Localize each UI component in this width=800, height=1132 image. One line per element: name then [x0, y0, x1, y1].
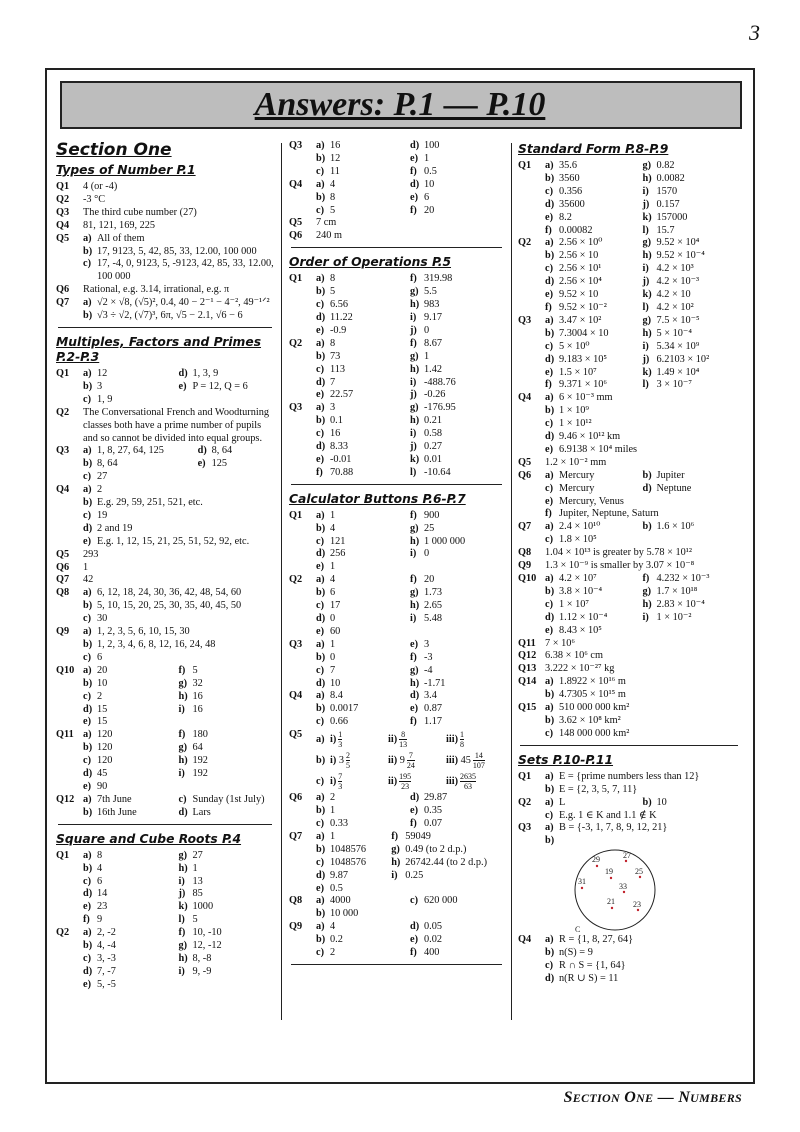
answer-q2: Q2 a) 4 f) 20 b) 6 g) 1.73 c) 17 h) 2.65 d) 0 i) 5.48 e) 60 — [289, 574, 443, 637]
answer-q6: Q6 Rational, e.g. 3.14, irrational, e.g. π — [56, 284, 230, 296]
venn-number: 19 — [605, 867, 613, 877]
answer-q12: Q12 a) 7th June c) Sunday (1st July) b) 16th June d) Lars — [56, 793, 265, 818]
answer-q5: Q5 a) i) $\frac{1}{3}$ ii) $\frac{8}{13}$ iii) $\frac{1}{8}$ b) i) 3 $\frac{2}{5}$ ii) 9 $\frac{7}{24}$ iii) 45 $\frac{14}{107}$ c) i) $\frac{7}{3}$ ii) $\frac{195}{23}$ iii) $\frac{2635}{63}$ — [289, 729, 485, 792]
venn-number: 31 — [578, 877, 586, 887]
set-c-circle — [575, 850, 655, 930]
answer-q2: Q2 The Conversational French and Woodturning classes both have a prime number of pupils and so cannot be divided into equal groups. — [56, 406, 270, 444]
answer-q9: Q9 a) 4 d) 0.05 b) 0.2 e) 0.02 c) 2 f) 400 — [289, 921, 443, 959]
section-divider — [58, 327, 272, 328]
answer-q2: Q2 a) 2, -2 f) 10, -10 b) 4, -4 g) 12, -12 c) 3, -3 h) 8, -8 d) 7, -7 i) 9, -9 e) 5, -5 — [56, 927, 222, 990]
venn-number: 27 — [623, 851, 631, 861]
answer-q15: Q15 a) 510 000 000 km² b) 3.62 × 10⁸ km² c) 148 000 000 km² — [518, 702, 630, 739]
answer-q3: Q3 a) 1 e) 3 b) 0 f) -3 c) 7 g) -4 d) 10 h) -1.71 — [289, 638, 446, 689]
answer-q1: Q1 a) 35.6 g) 0.82 b) 3560 h) 0.0082 c) 0.356 i) 1570 d) 35600 j) 0.157 e) 8.2 k) 157000 f) 0.00082 l) 15.7 — [518, 160, 688, 236]
answer-q3: Q3 The third cube number (27) — [56, 206, 197, 218]
answer-q6: Q6 240 m — [289, 230, 343, 242]
answer-q10: Q10 a) 20 f) 5 b) 10 g) 32 c) 2 h) 16 d) 15 i) 16 e) 15 — [56, 664, 203, 728]
venn-number: 23 — [633, 900, 641, 910]
venn-dot — [610, 877, 612, 879]
answer-q3: Q3 a) 1, 8, 27, 64, 125 d) 8, 64 b) 8, 64 e) 125 c) 27 — [56, 445, 233, 483]
venn-diagram — [553, 848, 673, 934]
answer-q4: Q4 a) R = {1, 8, 27, 64} b) n(S) = 9 c) R ∩ S = {1, 64} d) n(R ∪ S) = 11 — [518, 934, 634, 984]
heading-sets: Sets P.10-P.11 — [518, 752, 614, 767]
venn-number: 25 — [635, 867, 643, 877]
answer-q6: Q6 a) 2 d) 29.87 b) 1 e) 0.35 c) 0.33 f) 0.07 — [289, 792, 448, 829]
venn-dot — [639, 876, 641, 878]
answer-q8: Q8 a) 4000 c) 620 000 b) 10 000 — [289, 895, 458, 920]
venn-number: 29 — [592, 855, 600, 865]
answer-q9: Q9 a) 1, 2, 3, 5, 6, 10, 15, 30 b) 1, 2, 3, 4, 6, 8, 12, 16, 24, 48 c) 6 — [56, 626, 216, 663]
heading-calculator-buttons: Calculator Buttons P.6-P.7 — [289, 491, 466, 506]
venn-dot — [581, 887, 583, 889]
heading-standard-form: Standard Form P.8-P.9 — [518, 142, 669, 156]
answer-q5: Q5 7 cm — [289, 217, 337, 229]
answer-q3: Q3 a) B = {-3, 1, 7, 8, 9, 12, 21} b) 29 27 19 25 31 33 21 23 C — [518, 822, 740, 934]
answer-q1: Q1 a) 8 g) 27 b) 4 h) 1 c) 6 i) 13 d) 14 j) 85 e) 23 k) 1000 f) 9 l) 5 — [56, 849, 214, 926]
answer-q4: Q4 a) 6 × 10⁻³ mm b) 1 × 10⁹ c) 1 × 10¹² d) 9.46 × 10¹² km e) 6.9138 × 10⁴ miles — [518, 392, 638, 455]
page-number: 3 — [749, 20, 760, 45]
column-middle — [289, 140, 504, 1010]
section-divider — [58, 824, 272, 825]
venn-number: 33 — [619, 882, 627, 892]
footer-section-label: SECTION ONE — NUMBERS — [563, 1089, 742, 1106]
answer-q10: Q10 a) 4.2 × 10⁷ f) 4.232 × 10⁻³ b) 3.8 × 10⁻⁴ g) 1.7 × 10¹⁸ c) 1 × 10⁷ h) 2.83 × 10⁻⁴ d) 1.12 × 10⁻⁴ i) 1 × 10⁻² e) 8.43 × 10⁵ — [518, 573, 710, 636]
answer-q7: Q7 a) 2.4 × 10¹⁰ b) 1.6 × 10⁶ c) 1.8 × 10⁵ — [518, 521, 695, 546]
page-title: Answers: P.1 — P.10 — [254, 86, 546, 123]
answer-q2: Q2 a) L b) 10 c) E.g. 1 ∈ K and 1.1 ∉ K — [518, 796, 667, 821]
heading-multiples-factors-primes: Multiples, Factors and Primes P.2-P.3 — [56, 334, 262, 364]
column-left — [56, 140, 274, 1076]
section-divider — [291, 484, 502, 485]
answer-q1: Q1 a) 1 f) 900 b) 4 g) 25 c) 121 h) 1 000 000 d) 256 i) 0 e) 1 — [289, 509, 466, 573]
answer-q5: Q5 1.2 × 10⁻² mm — [518, 456, 607, 468]
heading-types-of-number: Types of Number P.1 — [56, 163, 196, 177]
venn-dot — [596, 865, 598, 867]
venn-dot — [623, 891, 625, 893]
answer-q3: Q3 a) 3.47 × 10² g) 7.5 × 10⁻⁵ b) 7.3004 × 10 h) 5 × 10⁻⁴ c) 5 × 10⁰ i) 5.34 × 10⁹ d) 9.183 × 10⁵ j) 6.2103 × 10² e) 1.5 × 10⁷ k) 1.49 × 10⁴ f) 9.371 × 10⁶ l) 3 × 10⁻⁷ — [518, 314, 710, 391]
answer-q7: Q7 a) √2 × √8, (√5)², 0.4, 40 − 2⁻¹ − 4⁻², 49⁻¹ᐟ² b) √3 ÷ √2, (√7)³, 6π, √5 − 2.1, √6 − 6 — [56, 297, 270, 322]
answer-q8: Q8 a) 6, 12, 18, 24, 30, 36, 42, 48, 54, 60 b) 5, 10, 15, 20, 25, 30, 35, 40, 45, 50 c) 30 — [56, 587, 242, 625]
answer-q3: Q3 a) 3 g) -176.95 b) 0.1 h) 0.21 c) 16 i) 0.58 d) 8.33 j) 0.27 e) -0.01 k) 0.01 f) 70.88 l) -10.64 — [289, 402, 456, 478]
answer-q1: Q1 a) E = {prime numbers less than 12} b) E = {2, 3, 5, 7, 11} — [518, 770, 700, 795]
answer-q4: Q4 81, 121, 169, 225 — [56, 219, 156, 231]
answer-q1: Q1 a) 8 f) 319.98 b) 5 g) 5.5 c) 6.56 h) 983 d) 11.22 i) 9.17 e) -0.9 j) 0 — [289, 273, 453, 336]
answer-q5: Q5 a) All of them b) 17, 9123, 5, 42, 85, 33, 12.00, 100 000 c) 17, -4, 0, 9123, 5, -9123, 42, 85, 33, 12.00, 100 000 — [56, 232, 274, 283]
answer-q11: Q11 7 × 10⁶ — [518, 637, 575, 649]
answer-q2: Q2 a) 2.56 × 10⁰ g) 9.52 × 10⁴ b) 2.56 × 10 h) 9.52 × 10⁻⁴ c) 2.56 × 10¹ i) 4.2 × 10³ d) 2.56 × 10⁴ j) 4.2 × 10⁻³ e) 9.52 × 10 k) 4.2 × 10 f) 9.52 × 10⁻² l) 4.2 × 10² — [518, 237, 705, 313]
answer-q13: Q13 3.222 × 10⁻²⁷ kg — [518, 663, 615, 675]
venn-set-label: C — [575, 925, 581, 935]
answer-q1: Q1 4 (or -4) — [56, 181, 118, 192]
answer-q1: Q1 a) 12 d) 1, 3, 9 b) 3 e) P = 12, Q = 6 c) 1, 9 — [56, 367, 248, 405]
answer-q5: Q5 293 — [56, 548, 99, 560]
venn-number: 21 — [607, 897, 615, 907]
section-divider — [291, 964, 502, 965]
venn-dot — [625, 860, 627, 862]
answer-q4: Q4 a) 8.4 d) 3.4 b) 0.0017 e) 0.87 c) 0.66 f) 1.17 — [289, 690, 443, 728]
answer-q14: Q14 a) 1.8922 × 10¹⁶ m b) 4.7305 × 10¹⁵ m — [518, 676, 626, 701]
column-right — [518, 140, 740, 1010]
answer-q4: Q4 a) 4 d) 10 b) 8 e) 6 c) 5 f) 20 — [289, 178, 435, 216]
section-divider — [520, 745, 738, 746]
answer-q11: Q11 a) 120 f) 180 b) 120 g) 64 c) 120 h) 192 d) 45 i) 192 e) 90 — [56, 729, 208, 792]
column-divider — [281, 143, 282, 1020]
venn-dot — [611, 907, 613, 909]
answer-q4: Q4 a) 2 b) E.g. 29, 59, 251, 521, etc. c) 19 d) 2 and 19 e) E.g. 1, 12, 15, 21, 25, 51, 52, 92, etc. — [56, 484, 250, 547]
answer-q6: Q6 1 — [56, 561, 89, 573]
answer-q2: Q2 a) 8 f) 8.67 b) 73 g) 1 c) 113 h) 1.42 d) 7 i) -488.76 e) 22.57 j) -0.26 — [289, 337, 456, 401]
answer-q3: Q3 a) 16 d) 100 b) 12 e) 1 c) 11 f) 0.5 — [289, 140, 440, 177]
answer-q9: Q9 1.3 × 10⁻⁹ is smaller by 3.07 × 10⁻⁸ — [518, 560, 695, 572]
answer-q7: Q7 a) 1 f) 59049 b) 1048576 g) 0.49 (to 2 d.p.) c) 1048576 h) 26742.44 (to 2 d.p.) d) 9.87 i) 0.25 e) 0.5 — [289, 830, 487, 894]
answer-q8: Q8 1.04 × 10¹³ is greater by 5.78 × 10¹² — [518, 547, 692, 559]
answer-q7: Q7 42 — [56, 574, 94, 586]
column-divider — [511, 143, 512, 1020]
heading-square-cube-roots: Square and Cube Roots P.4 — [56, 831, 242, 846]
venn-dot — [637, 909, 639, 911]
section-divider — [291, 247, 502, 248]
answer-q6: Q6 a) Mercury b) Jupiter c) Mercury d) Neptune e) Mercury, Venus f) Jupiter, Neptune, Saturn — [518, 469, 692, 520]
section-title: Section One — [56, 140, 172, 160]
answer-q2: Q2 -3 °C — [56, 193, 106, 205]
answer-q12: Q12 6.38 × 10⁶ cm — [518, 650, 604, 662]
heading-order-of-operations: Order of Operations P.5 — [289, 255, 452, 270]
